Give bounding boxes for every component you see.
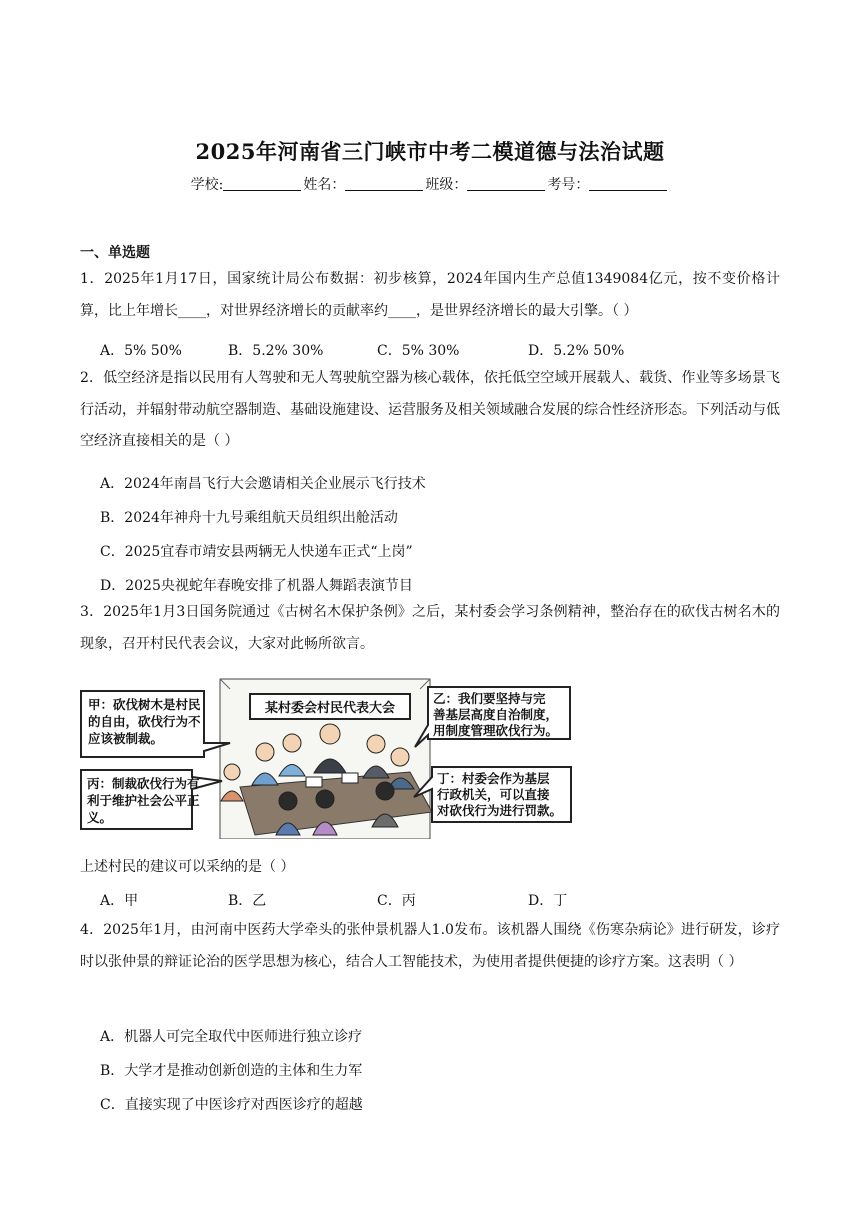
question-3-text: 3．2025年1月3日国务院通过《古树名木保护条例》之后，某村委会学习条例精神，整治存在的砍伐古树名木的现象，召开村民代表会议，大家对此畅所欲言。	[80, 604, 780, 652]
name-blank	[345, 176, 423, 191]
bing-line-3: 义。	[87, 810, 113, 825]
number-blank	[589, 176, 667, 191]
question-4-text: 4．2025年1月，由河南中医药大学牵头的张仲景机器人1.0发布。该机器人围绕《伤寒杂病论》进行研发，诊疗时以张仲景的辩证论治的医学思想为核心，结合人工智能技术，为使用者提供便捷的诊疗方案。这表明（ ）	[80, 922, 780, 970]
yi-line-3: 用制度管理砍伐行为。	[433, 723, 559, 738]
student-info-line	[0, 174, 860, 194]
q2-option-a: A．2024年南昌飞行大会邀请相关企业展示飞行技术	[100, 476, 426, 492]
question-3-prompt: 上述村民的建议可以采纳的是（ ）	[80, 859, 295, 875]
q3-option-b: B．乙	[228, 893, 267, 909]
q1-option-c: C．5% 30%	[377, 343, 460, 359]
number-label: 考号：	[547, 177, 590, 193]
svg-text:丁：村委会作为基层 行政机关，可以直接 对砍	[436, 771, 562, 818]
q2-option-d: D．2025央视蛇年春晚安排了机器人舞蹈表演节目	[100, 578, 413, 594]
q3-option-c: C．丙	[377, 893, 416, 909]
yi-line-1: 乙：我们要坚持与完	[433, 691, 546, 706]
class-label: 班级：	[425, 177, 468, 193]
question-2-text: 2．低空经济是指以民用有人驾驶和无人驾驶航空器为核心载体，依托低空空域开展载人、载货、作业等多场景飞行活动，并辐射带动航空器制造、基础设施建设、运营服务及相关领域融合发展的综合性经济形态。下列活动与低空经济直接相关的是（ ）	[80, 370, 780, 449]
q1-option-b: B．5.2% 30%	[228, 343, 324, 359]
ding-line-1: 丁：村委会作为基层	[437, 771, 550, 786]
jia-line-1: 甲：砍伐树木是村民	[88, 697, 201, 712]
q3-option-a: A．甲	[100, 893, 139, 909]
q1-option-a: A．5% 50%	[100, 343, 182, 359]
q4-option-a: A．机器人可完全取代中医师进行独立诊疗	[100, 1029, 363, 1045]
jia-line-2: 的自由，砍伐行为不	[88, 714, 201, 729]
village-meeting-cartoon	[80, 677, 572, 839]
section-title: 一、单选题	[80, 245, 150, 261]
svg-text:乙：我们要坚持与完 善基层高度自治制度， 用	[433, 691, 562, 738]
bing-line-2: 利于维护社会公平正	[87, 793, 200, 808]
ding-line-2: 行政机关，可以直接	[437, 787, 550, 802]
class-blank	[467, 176, 545, 191]
q2-option-b: B．2024年神舟十九号乘组航天员组织出舱活动	[100, 510, 398, 526]
jia-line-3: 应该被制裁。	[88, 731, 164, 746]
q4-option-b: B．大学才是推动创新创造的主体和生力军	[100, 1063, 363, 1079]
question-1-text: 1．2025年1月17日，国家统计局公布数据：初步核算，2024年国内生产总值1349084亿元，按不变价格计算，比上年增长____，对世界经济增长的贡献率约____，是世界经济增长的最大引擎。（ ）	[80, 271, 780, 319]
school-blank	[223, 176, 301, 191]
school-label: 学校:	[190, 177, 224, 193]
q2-option-c: C．2025宜春市靖安县两辆无人快递车正式“上岗”	[100, 544, 413, 560]
page-title: 2025年河南省三门峡市中考二模道德与法治试题	[195, 139, 665, 164]
q1-option-d: D．5.2% 50%	[528, 343, 625, 359]
bing-line-1: 丙：制裁砍伐行为有	[87, 776, 200, 791]
q4-option-c: C．直接实现了中医诊疗对西医诊疗的超越	[100, 1097, 363, 1113]
yi-line-2: 善基层高度自治制度，	[433, 707, 559, 722]
name-label: 姓名：	[303, 177, 346, 193]
q3-option-d: D．丁	[528, 893, 568, 909]
banner-text: 某村委会村民代表大会	[264, 701, 396, 716]
ding-line-3: 对砍伐行为进行罚款。	[437, 803, 563, 818]
